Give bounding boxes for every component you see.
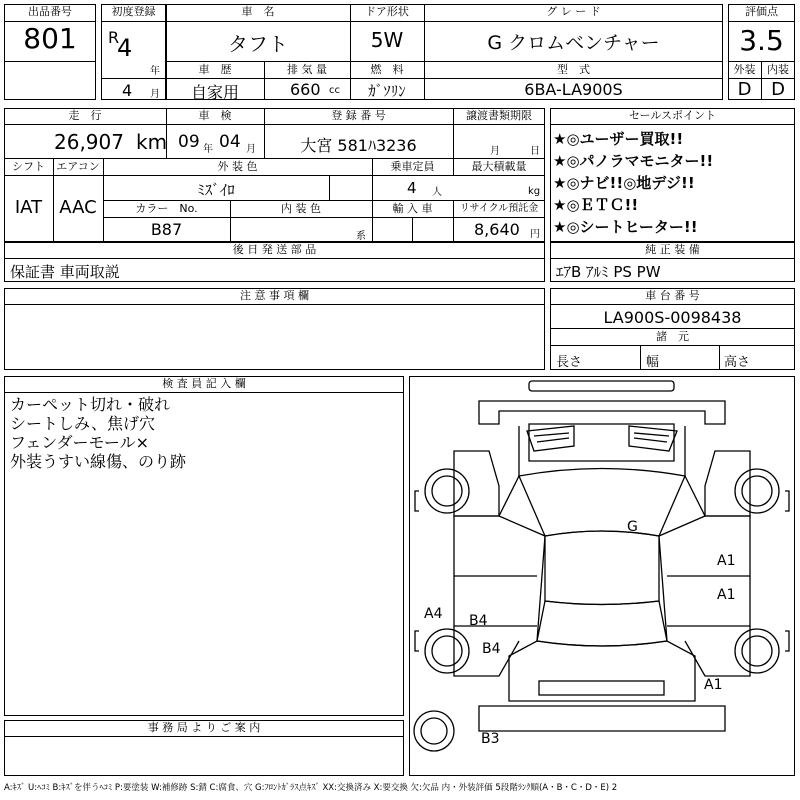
inspection-label: 車 検 [198,109,232,122]
capacity: 4 [407,179,417,197]
car-name: タフト [228,32,288,56]
capacity-unit: 人 [432,187,442,198]
interior-label: 内装 [767,63,789,76]
capacity-label: 乗車定員 [390,160,435,173]
transfer-day-unit: 日 [530,146,540,157]
max-load-label: 最大積載量 [471,160,527,173]
notes-title: 注 意 事 項 欄 [240,289,309,302]
inspection-month-unit: 月 [246,144,256,155]
model-code: 6BA-LA900S [524,80,623,99]
sales-points-list [553,128,713,238]
specs-title: 諸 元 [656,330,689,343]
car-damage-diagram [409,376,795,776]
ext-color-label: 外 装 色 [217,160,258,173]
damage-mark: G [627,519,638,535]
damage-mark: A1 [717,587,736,603]
grade: G クロムベンチャー [487,32,660,54]
inspector-line: カーペット切れ・破れ [10,395,171,414]
door-label: ドア形状 [365,5,409,18]
inspector-line: シートしみ、焦げ穴 [10,414,155,433]
damage-mark: A1 [717,553,736,569]
transfer-month-unit: 月 [490,146,500,157]
inspection-month: 04 [219,132,241,152]
displacement-unit: cc [329,85,340,96]
sales-point-item: ★◎シートヒーター!! [553,218,698,236]
era-year: 4 [117,34,133,62]
office-title: 事 務 局 よ り ご 案 内 [147,721,261,734]
mileage-label: 走 行 [68,109,102,122]
year-unit: 年 [150,66,160,77]
color-no: B87 [150,220,183,239]
damage-mark: B3 [481,731,500,747]
aircon: AAC [59,197,97,218]
length-label: 長さ [556,355,583,370]
damage-mark: B4 [482,641,501,657]
exterior-label: 外装 [733,63,756,76]
lot-number: 801 [23,22,77,55]
max-load-unit: kg [528,186,541,197]
sales-points-title: セールスポイント [628,109,716,122]
damage-mark: B4 [469,613,488,629]
displacement: 660 [290,80,321,99]
width-label: 幅 [646,355,660,370]
color-no-label: カラー No. [135,202,198,215]
fuel-label: 燃 料 [370,63,404,76]
inspection-year: 09 [178,132,200,152]
damage-mark: A1 [704,677,723,693]
era-letter: R [108,28,120,47]
later-parts-text: 保証書 車両取説 [10,263,120,281]
exterior-score: D [737,79,752,100]
door-type: 5W [370,28,404,52]
reg-month: 4 [122,81,133,100]
height-label: 高さ [724,355,751,370]
later-parts-title: 後 日 発 送 部 品 [232,243,317,256]
inspector-title: 検 査 員 記 入 欄 [162,377,246,390]
sales-point-item: ★◎ユーザー買取!! [553,130,684,148]
shift-label: シフト [12,160,45,173]
month-unit: 月 [150,89,160,100]
mileage: 26,907 [54,130,124,154]
ext-color: ﾐｽﾞｲﾛ [197,181,235,199]
recycle-fee: 8,640 [474,220,520,239]
interior-score: D [771,79,785,100]
mileage-unit: km [136,130,168,154]
history-label: 車 歴 [198,63,232,76]
lot-number-label: 出品番号 [28,5,72,18]
inspection-year-unit: 年 [203,144,213,155]
shift: IAT [14,197,43,218]
sales-point-item: ★◎ナビ!!◎地デジ!! [553,174,695,192]
car-name-label: 車 名 [241,5,275,18]
import-label: 輸 入 車 [392,202,433,215]
first-registration-label: 初度登録 [111,5,156,18]
transfer-deadline-label: 譲渡書類期限 [466,109,532,122]
fuel: ｶﾞｿﾘﾝ [368,82,406,100]
grade-label: グ レ ー ド [546,5,601,18]
int-color-label: 内 装 色 [281,202,321,215]
inspector-line: 外装うすい線傷、のり跡 [10,452,187,471]
sales-point-item: ★◎パノラマモニター!! [553,152,714,170]
equipment-title: 純 正 装 備 [645,243,700,256]
reg-number: 大宮 581ﾊ3236 [300,136,417,155]
recycle-unit: 円 [530,229,540,240]
displacement-label: 排 気 量 [287,63,327,76]
chassis-title: 車 台 番 号 [645,289,700,302]
int-color-unit: 系 [356,231,366,242]
chassis-number: LA900S-0098438 [603,308,742,327]
history: 自家用 [190,83,239,102]
overall-score: 3.5 [739,24,784,57]
equipment-text: ｴｱB ｱﾙﾐ PS PW [556,263,661,281]
legend: A:ｷｽﾞ U:ﾍｺﾐ B:ｷｽﾞを伴うﾍｺﾐ P:要塗装 W:補修跡 S:錆 C:腐食、穴 G:ﾌﾛﾝﾄｶﾞﾗｽ点ｷｽﾞ XX:交換済み X:要交換 欠:欠品 内・外装評価 5段階ﾗﾝｸ順(A・B・C・D・E) 2 [4,783,618,793]
recycle-label: リサイクル預託金 [459,203,539,214]
reg-number-label: 登 録 番 号 [331,109,386,122]
inspector-line: フェンダーモール× [10,433,150,452]
aircon-label: エアコン [56,160,100,173]
model-label: 型 式 [557,63,590,76]
score-label: 評価点 [745,5,778,18]
damage-mark: A4 [424,606,443,622]
sales-point-item: ★◎ＥＴＣ!! [553,196,639,214]
inspector-notes [10,395,186,471]
